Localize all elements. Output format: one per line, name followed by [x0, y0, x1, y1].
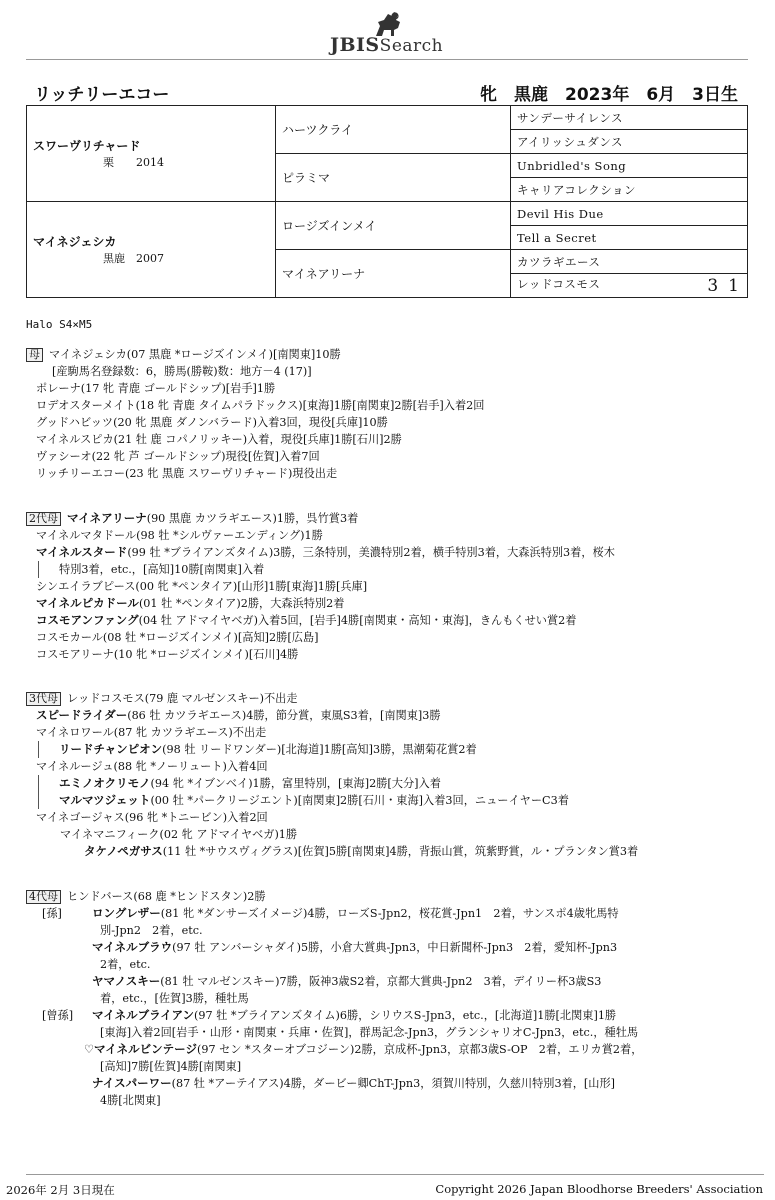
g2-tag: 2代母	[26, 512, 61, 526]
g2-head-name: マイネアリーナ	[67, 511, 147, 525]
list-item	[26, 707, 748, 724]
sire-name[interactable]: スワーヴリチャード	[33, 139, 141, 153]
list-item-text: コスモカール(08 牡 *ロージズインメイ)[高知]2勝[広島]	[36, 631, 319, 644]
pedigree-g3-cell[interactable]: カツラギエース	[511, 250, 748, 274]
jbis-logo[interactable]	[0, 6, 775, 58]
horse-name: リッチリーエコー	[34, 85, 170, 105]
heart-icon: ♡	[84, 1043, 95, 1056]
list-item: リッチリーエコー(23 牝 黒鹿 スワーヴリチャード)現役出走	[36, 467, 338, 480]
list-item	[38, 741, 748, 758]
header-divider	[26, 59, 748, 60]
horse-info: 牝 黒鹿 2023年 6月 3日生	[480, 85, 738, 105]
list-item-name: マイネルピカドール	[36, 596, 139, 610]
g2-head-rest: (90 黒鹿 カツラギエース)1勝，呉竹賞3着	[146, 512, 359, 525]
logo-word-jbis: JBIS	[330, 34, 380, 56]
dam-reg: [産駒馬名登録数：6，勝馬(勝鞍)数：地方－4 (17)]	[52, 365, 312, 378]
dam-cell	[27, 202, 276, 298]
list-item	[38, 561, 748, 578]
pedigree-g3-cell	[511, 274, 748, 298]
list-item-cont: [東海]入着2回[岩手・山形・南関東・兵庫・佐賀]，群馬記念-Jpn3，グランシャリオC-Jpn3，etc.，種牡馬	[100, 1026, 639, 1039]
sire-detail: 栗 2014	[103, 156, 164, 169]
list-item-name: マイネルブライアン	[92, 1008, 195, 1022]
sire-cell	[27, 106, 276, 202]
list-item-name: ロングレザー	[92, 906, 161, 920]
list-item-text: (04 牡 アドマイヤベガ)入着5回，[岩手]4勝[南関東・高知・東海]，きんもくせい賞2着	[138, 614, 577, 627]
list-item-name: エミノオクリモノ	[59, 776, 151, 790]
list-item	[26, 544, 748, 561]
g2-section	[26, 510, 748, 663]
list-item-cont: 着，etc.，[佐賀]3勝，種牡馬	[100, 992, 249, 1005]
list-item	[38, 775, 748, 792]
list-item: ポレーナ(17 牝 青鹿 ゴールドシップ)[岩手]1勝	[36, 382, 276, 395]
list-item-text: (11 牡 *サウスヴィグラス)[佐賀]5勝[南関東]4勝，背振山賞，筑紫野賞，ル・プランタン賞3着	[162, 845, 639, 858]
list-item-text: シンエイラブピース(00 牝 *ペンタイア)[山形]1勝[東海]1勝[兵庫]	[36, 580, 368, 593]
dam-name[interactable]: マイネジェシカ	[33, 235, 117, 249]
pedigree-g3-cell[interactable]: アイリッシュダンス	[511, 130, 748, 154]
list-item-text: (99 牡 *ブライアンズタイム)3勝，三条特別，美濃特別2着，横手特別3着，大森浜特別3着，桜木	[127, 546, 615, 559]
pedigree-g3-cell[interactable]: キャリアコレクション	[511, 178, 748, 202]
logo-word-search: Search	[379, 36, 444, 56]
list-item: マイネマニフィーク(02 牝 アドマイヤベガ)1勝	[60, 828, 298, 841]
list-item	[26, 578, 748, 595]
greatgrand-label: [曾孫]	[42, 1009, 74, 1022]
list-item: ロデオスターメイト(18 牝 青鹿 タイムパラドックス)[東海]1勝[南関東]2勝[岩手]入着2回	[36, 399, 485, 412]
list-item-text: (97 セン *スターオブコジーン)2勝，京成杯-Jpn3，京都3歳S-OP 2着，エリカ賞2着，	[196, 1043, 643, 1056]
logo-text	[330, 34, 443, 56]
list-item-name: マイネルブラウ	[92, 940, 173, 954]
pedigree-g2-cell[interactable]: マイネアリーナ	[276, 250, 511, 298]
g4-tag: 4代母	[26, 890, 61, 904]
list-item	[26, 527, 748, 544]
dam-tag: 母	[26, 348, 43, 362]
pedigree-table	[26, 105, 748, 298]
pedigree-g3-cell[interactable]: Devil His Due	[511, 202, 748, 226]
g3-head: レッドコスモス(79 鹿 マルゼンスキー)不出走	[67, 692, 298, 705]
dam-section	[26, 346, 748, 482]
list-item-name: マルマツジェット	[59, 793, 151, 807]
list-item-name: ヤマノスキー	[92, 974, 161, 988]
list-item: マイネロワール(87 牝 カツラギエース)不出走	[36, 726, 267, 739]
list-item	[26, 595, 748, 612]
list-item-cont: 2着，etc.	[100, 958, 151, 971]
list-item-name: ナイスパーワー	[92, 1076, 172, 1090]
list-item-text: (86 牡 カツラギエース)4勝，節分賞，東風S3着，[南関東]3勝	[127, 709, 441, 722]
footer-date: 2026年 2月 3日現在	[6, 1183, 115, 1197]
list-item: グッドハビッツ(20 牝 黒鹿 ダノンバラード)入着3回，現役[兵庫]10勝	[36, 416, 388, 429]
list-item-name: リードチャンピオン	[59, 742, 163, 756]
pedigree-g2-cell[interactable]: ロージズインメイ	[276, 202, 511, 250]
list-item-text: (81 牡 マルゼンスキー)7勝，阪神3歳S2着，京都大賞典-Jpn2 3着，デイリー杯3歳S3	[160, 975, 602, 988]
list-item-text: マイネルマタドール(98 牡 *シルヴァーエンディング)1勝	[36, 529, 323, 542]
list-item: ヴァシーオ(22 牝 芦 ゴールドシップ)現役[佐賀]入着7回	[36, 450, 320, 463]
g4-head: ヒンドバース(68 鹿 *ヒンドスタン)2勝	[67, 890, 266, 903]
dam-detail: 黒鹿 2007	[103, 252, 164, 265]
list-item-name: マイネルスタード	[36, 545, 128, 559]
list-item-name: コスモアンファング	[36, 613, 139, 627]
footer-divider	[26, 1174, 764, 1175]
list-item-text: (81 牝 *ダンサーズイメージ)4勝，ローズS-Jpn2，桜花賞-Jpn1 2着，サンスポ4歳牝馬特	[160, 907, 619, 920]
pedigree-g3-cell[interactable]: Unbridled's Song	[511, 154, 748, 178]
list-item-text: 特別3着，etc.，[高知]10勝[南関東]入着	[59, 563, 265, 576]
g4-section	[26, 888, 748, 1109]
list-item-text: (01 牡 *ペンタイア)2勝，大森浜特別2着	[138, 597, 345, 610]
list-item-cont: 別-Jpn2 2着，etc.	[100, 924, 203, 937]
list-item: マイネゴージャス(96 牝 *トニービン)入着2回	[36, 811, 268, 824]
list-item-text: コスモアリーナ(10 牝 *ロージズインメイ)[石川]4勝	[36, 648, 299, 661]
list-item	[26, 843, 748, 860]
pedigree-g3-cell[interactable]: Tell a Secret	[511, 226, 748, 250]
list-item-text: (97 牡 アンバーシャダイ)5勝，小倉大賞典-Jpn3，中日新聞杯-Jpn3 2着，愛知杯-Jpn3	[172, 941, 618, 954]
pedigree-g3-cell[interactable]: サンデーサイレンス	[511, 106, 748, 130]
pedigree-g2-cell[interactable]: ハーツクライ	[276, 106, 511, 154]
footer-copyright: Copyright 2026 Japan Bloodhorse Breeders' Association	[435, 1182, 763, 1196]
list-item: マイネルージュ(88 牝 *ノーリュート)入着4回	[36, 760, 268, 773]
list-item-text: (94 牝 *イブンベイ)1勝，富里特別，[東海]2勝[大分]入着	[150, 777, 441, 790]
pedigree-g3-name[interactable]: レッドコスモス	[517, 276, 601, 291]
pedigree-g2-cell[interactable]: ピラミマ	[276, 154, 511, 202]
list-item-text: (97 牡 *ブライアンズタイム)6勝，シリウスS-Jpn3，etc.，[北海道]1勝[北関東]1勝	[194, 1009, 617, 1022]
dam-head: マイネジェシカ(07 黒鹿 *ロージズインメイ)[南関東]10勝	[49, 348, 341, 361]
family-number: 31	[707, 275, 749, 296]
g3-section	[26, 690, 748, 860]
grandchild-label: [孫]	[42, 907, 62, 920]
list-item-text: (98 牡 リードワンダー)[北海道]1勝[高知]3勝，黒潮菊花賞2着	[162, 743, 477, 756]
list-item: マイネルスピカ(21 牡 鹿 コパノリッキー)入着，現役[兵庫]1勝[石川]2勝	[36, 433, 402, 446]
list-item-cont: [高知]7勝[佐賀]4勝[南関東]	[100, 1060, 242, 1073]
list-item	[26, 629, 748, 646]
list-item-text: (00 牡 *パークリージエント)[南関東]2勝[石川・東海]入着3回，ニューイヤーC3着	[150, 794, 569, 807]
list-item-name: タケノペガサス	[84, 844, 163, 858]
inbreeding-note: Halo S4×M5	[26, 318, 93, 331]
list-item-name: マイネルビンテージ	[94, 1042, 197, 1056]
list-item	[26, 612, 748, 629]
list-item-text: (87 牡 *アーテイアス)4勝，ダービー卿ChT-Jpn3，須賀川特別，久慈川特別3着，[山形]	[171, 1077, 616, 1090]
list-item	[26, 646, 748, 663]
g3-tag: 3代母	[26, 692, 61, 706]
list-item	[38, 792, 748, 809]
list-item-cont: 4勝[北関東]	[100, 1094, 161, 1107]
list-item-name: スピードライダー	[36, 708, 128, 722]
